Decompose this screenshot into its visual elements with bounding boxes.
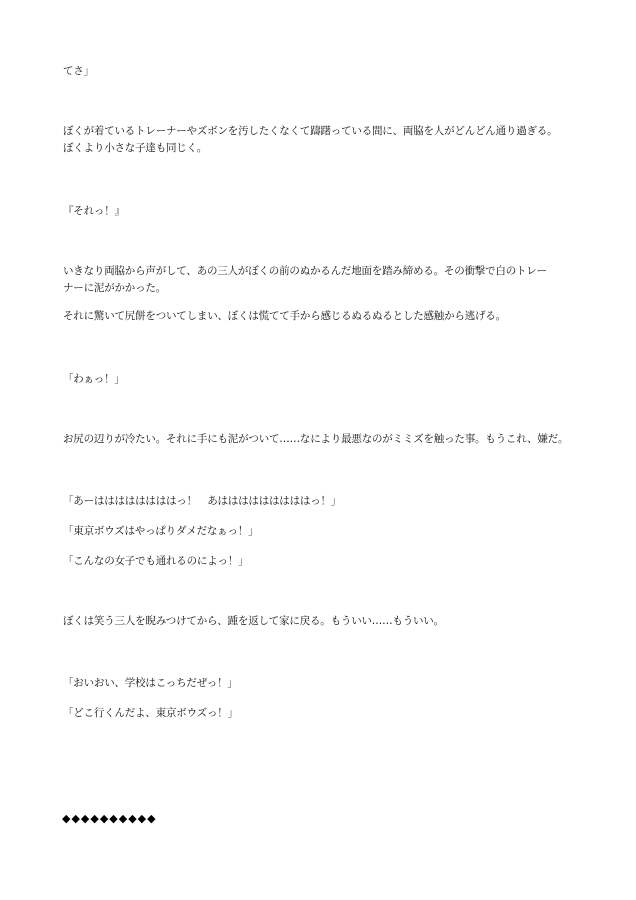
text-line: 『それっ！』 <box>63 205 125 217</box>
text-line: お尻の辺りが冷たい。それに手にも泥がついて……なにより最悪なのがミミズを触った事。もうこれ、嫌だ。 <box>63 433 569 445</box>
text-line: それに驚いて尻餅をついてしまい、ぼくは慌てて手から感じるぬるぬるとした感触から逃げる。 <box>63 310 506 322</box>
text-line: 「どこ行くんだよ、東京ボウズっ！」 <box>63 707 238 719</box>
text-line: てさ」 <box>63 65 94 77</box>
section-divider: ◆◆◆◆◆◆◆◆◆◆ <box>62 812 157 825</box>
text-line: 「おいおい、学校はこっちだぜっ！」 <box>63 677 238 689</box>
text-line: ぼくより小さな子達も同じく。 <box>63 142 207 154</box>
text-line: ナーに泥がかかった。 <box>63 282 166 294</box>
text-line: 「こんなの女子でも通れるのによっ！」 <box>63 555 249 567</box>
text-line: いきなり両脇から声がして、あの三人がぼくの前のぬかるんだ地面を踏み締める。その衝撃で白のトレー <box>63 265 547 277</box>
text-line: 「わぁっ！」 <box>63 373 125 385</box>
text-line: 「東京ボウズはやっぱりダメだなぁっ！」 <box>63 525 259 537</box>
text-line: ぼくは笑う三人を睨みつけてから、踵を返して家に戻る。もういい……もういい。 <box>63 615 444 627</box>
text-line: ぼくが着ているトレーナーやズボンを汚したくなくて躊躇っている間に、両脇を人がどんどん通り過ぎる。 <box>63 125 558 137</box>
text-line: 「あーははははははははっ！ あはははははははははっ！」 <box>63 495 342 507</box>
